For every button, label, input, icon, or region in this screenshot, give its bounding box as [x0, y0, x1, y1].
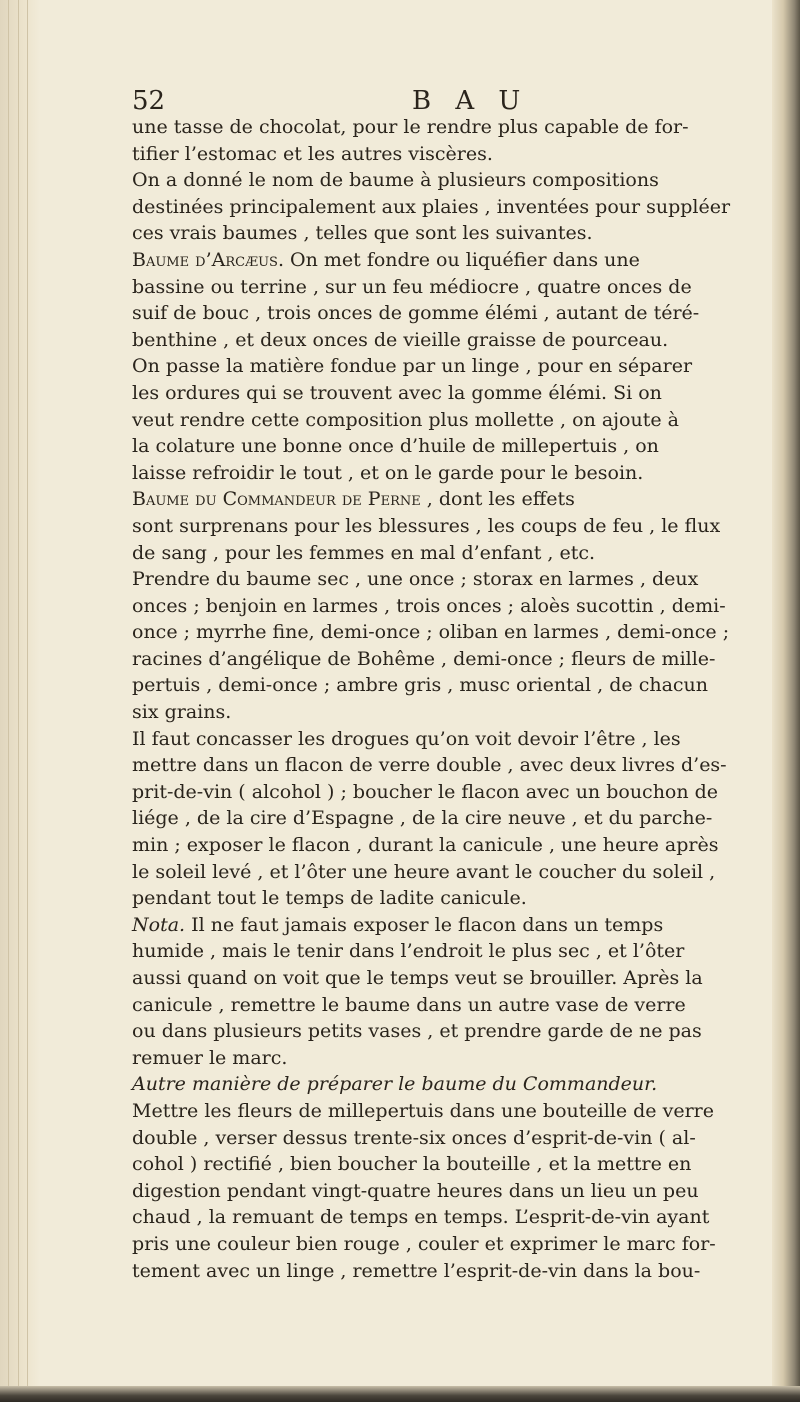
text-line [132, 220, 786, 247]
text-line [132, 380, 786, 407]
text-segment: Baume du Commandeur de Perne [132, 488, 421, 511]
text-line [132, 114, 786, 141]
text-segment: ces vrais baumes , telles que sont les suivantes. [132, 222, 593, 245]
text-segment: On passe la matière fondue par un linge , pour en séparer [132, 355, 693, 378]
text-line [132, 885, 786, 912]
text-segment: une tasse de chocolat, pour le rendre plus capable de for- [132, 116, 689, 138]
text-line [132, 300, 786, 327]
text-segment: laisse refroidir le tout , et on le garde pour le besoin. [132, 461, 644, 484]
text-segment: racines d’angélique de Bohême , demi-once ; fleurs de mille- [132, 647, 716, 670]
binding-rule [18, 0, 19, 1402]
text-segment: de sang , pour les femmes en mal d’enfant , etc. [132, 541, 596, 564]
text-segment: cohol ) rectifié , bien boucher la bouteille , et la mettre en [132, 1153, 692, 1176]
text-segment: Il ne faut jamais exposer le flacon dans un temps [185, 913, 664, 936]
text-segment: canicule , remettre le baume dans un autre vase de verre [132, 993, 686, 1016]
text-line [132, 593, 786, 620]
text-segment: sont surprenans pour les blessures , les coups de feu , le flux [132, 514, 721, 537]
text-line [132, 1258, 786, 1285]
text-segment: mettre dans un flacon de verre double , avec deux livres d’es- [132, 754, 727, 777]
text-line [132, 167, 786, 194]
text-segment: suif de bouc , trois onces de gomme élémi , autant de téré- [132, 302, 700, 325]
text-segment: ou dans plusieurs petits vases , et prendre garde de ne pas [132, 1020, 702, 1043]
text-line [132, 672, 786, 699]
binding-rule [27, 0, 28, 1402]
left-binding-margin [0, 0, 40, 1402]
text-line [132, 486, 786, 513]
text-segment: On met fondre ou liquéfier dans une [283, 248, 640, 271]
text-line [132, 141, 786, 168]
text-line [132, 619, 786, 646]
text-line [132, 1151, 786, 1178]
text-line [132, 805, 786, 832]
text-segment: prit-de-vin ( alcohol ) ; boucher le flacon avec un bouchon de [132, 780, 719, 803]
text-segment: Autre manière de préparer le baume du Commandeur. [132, 1073, 658, 1096]
text-segment: double , verser dessus trente-six onces d’esprit-de-vin ( al- [132, 1126, 696, 1149]
text-line [132, 433, 786, 460]
text-line [132, 965, 786, 992]
text-line [132, 1178, 786, 1205]
text-segment: On a donné le nom de baume à plusieurs compositions [132, 169, 659, 192]
text-line [132, 1125, 786, 1152]
text-line [132, 566, 786, 593]
text-segment: le soleil levé , et l’ôter une heure avant le coucher du soleil , [132, 860, 716, 883]
text-segment: Prendre du baume sec , une once ; storax en larmes , deux [132, 568, 699, 591]
scan-bottom-edge [0, 1386, 800, 1402]
text-segment: pris une couleur bien rouge , couler et exprimer le marc for- [132, 1232, 716, 1255]
body-text [132, 114, 786, 1284]
text-segment: Baume d’Arcæus. [132, 248, 284, 271]
text-segment: la colature une bonne once d’huile de millepertuis , on [132, 435, 659, 458]
text-segment: benthine , et deux onces de vieille graisse de pourceau. [132, 328, 669, 351]
text-line [132, 513, 786, 540]
text-line [132, 859, 786, 886]
text-segment: Il faut concasser les drogues qu’on voit devoir l’être , les [132, 727, 681, 750]
text-line [132, 779, 786, 806]
text-segment: aussi quand on voit que le temps veut se brouiller. Après la [132, 967, 703, 989]
text-line [132, 992, 786, 1019]
text-line [132, 407, 786, 434]
text-line [132, 912, 786, 939]
text-segment: tifier l’estomac et les autres viscères. [132, 142, 493, 165]
text-line [132, 274, 786, 301]
text-segment: bassine ou terrine , sur un feu médiocre , quatre onces de [132, 275, 692, 298]
running-head: B A U [412, 86, 529, 116]
text-line [132, 1231, 786, 1258]
text-segment: , dont les effets [420, 488, 575, 511]
binding-rule [8, 0, 9, 1402]
text-line [132, 247, 786, 274]
text-segment: Mettre les fleurs de millepertuis dans une bouteille de verre [132, 1099, 714, 1122]
text-segment: pendant tout le temps de ladite canicule. [132, 887, 527, 910]
text-segment: chaud , la remuant de temps en temps. L’esprit-de-vin ayant [132, 1206, 710, 1229]
text-line [132, 1045, 786, 1072]
text-line [132, 1204, 786, 1231]
text-segment: remuer le marc. [132, 1046, 288, 1069]
text-segment: liége , de la cire d’Espagne , de la cire neuve , et du parche- [132, 807, 713, 830]
text-line [132, 752, 786, 779]
text-line [132, 938, 786, 965]
text-line [132, 699, 786, 726]
text-segment: min ; exposer le flacon , durant la canicule , une heure après [132, 834, 719, 857]
text-segment: pertuis , demi-once ; ambre gris , musc oriental , de chacun [132, 674, 709, 697]
text-segment: digestion pendant vingt-quatre heures dans un lieu un peu [132, 1179, 699, 1202]
text-segment: destinées principalement aux plaies , inventées pour suppléer [132, 195, 731, 218]
text-segment: humide , mais le tenir dans l’endroit le plus sec , et l’ôter [132, 940, 685, 963]
text-line [132, 327, 786, 354]
text-segment: veut rendre cette composition plus mollette , on ajoute à [132, 408, 679, 431]
text-line [132, 646, 786, 673]
text-segment: six grains. [132, 701, 232, 724]
text-line [132, 726, 786, 753]
text-line [132, 194, 786, 221]
text-line [132, 353, 786, 380]
text-line [132, 460, 786, 487]
text-segment: tement avec un linge , remettre l’esprit-de-vin dans la bou- [132, 1259, 701, 1282]
text-line [132, 1018, 786, 1045]
text-segment: les ordures qui se trouvent avec la gomme élémi. Si on [132, 381, 662, 404]
text-segment: onces ; benjoin en larmes , trois onces ; aloès sucottin , demi- [132, 594, 726, 617]
text-line [132, 1098, 786, 1125]
text-line [132, 540, 786, 567]
text-line [132, 832, 786, 859]
text-segment: once ; myrrhe fine, demi-once ; oliban en larmes , demi-once ; [132, 621, 730, 644]
text-segment: Nota. [132, 913, 186, 936]
page-number: 52 [132, 86, 166, 116]
text-line [132, 1071, 786, 1098]
